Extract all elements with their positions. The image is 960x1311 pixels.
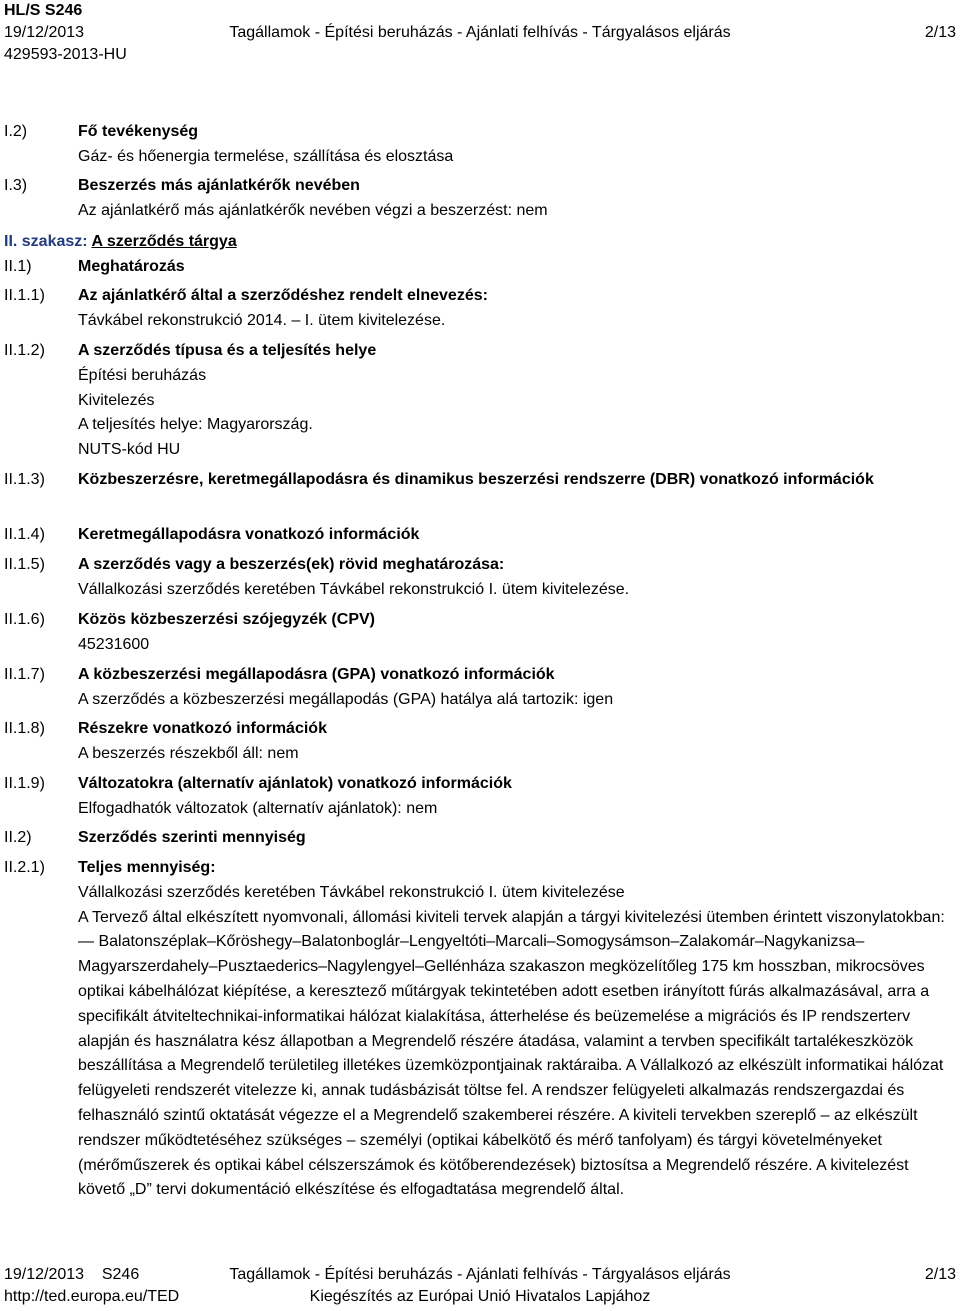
item-content (78, 120, 954, 170)
item-text: A beszerzés részekből áll: nem (78, 744, 299, 762)
item-content (78, 339, 954, 463)
item-text: Vállalkozási szerződés keretében Távkábel rekonstrukció I. ütem kivitelezése. (78, 580, 630, 598)
item-heading: Részekre vonatkozó információk (78, 720, 327, 737)
item-content (78, 717, 954, 767)
item-content (78, 663, 954, 713)
item-content (78, 284, 954, 334)
item-heading: A közbeszerzési megállapodásra (GPA) vonatkozó információk (78, 666, 555, 683)
item-content (78, 608, 954, 658)
item-text: — Balatonszéplak–Kőröshegy–Balatonboglár–Lengyeltóti–Marcali–Somogysámson–Zalakomár–Nagykanizsa–Magyarszerdahely–Pusztaederics–Nagylengyel–Gellénháza szakaszon megközelítőleg 175 km hosszban, mikrocsöves optikai kábelhálózat kiépítése, a keresztező műtárgyak tekintetében adott esetben irányított fúrás alkalmazásával, arra a specifikált átviteltechnikai-informatikai hálózat kialakítása, átterhelése és beüzemelése a migrációs és IP rendszerterv alapján és használatra kész állapotban a Megrendelő részére átadása, valamint a tervben specifikált tartalékeszközök beszállítása a Megrendelő területileg illetékes üzemközpontjainak raktáraiba. A Vállalkozó az elkészült informatikai hálózat felügyeleti rendszerét vitelezze ki, annak tudásbázisát töltse fel. A rendszer felügyeleti alkalmazás rendszergazdai és felhasználó szintű oktatását végezze el a Megrendelő szakemberei részére. A kiviteli tervekben szereplő – az elkészült rendszer működtetéséhez szükséges – személyi (optikai kábelkötő és mérő tanfolyam) és tárgyi követelményeket (mérőműszerek és optikai kábel célszerszámok és kötőberendezések) biztosítsa a Megrendelő részére. A kivitelezést követő „D” tervi dokumentáció elkészítése és elfogadtatása megrendelő által. (78, 933, 944, 1199)
item-heading: A szerződés típusa és a teljesítés helye (78, 342, 377, 359)
item-content (78, 772, 954, 822)
section-header (4, 230, 237, 254)
item-content (78, 174, 954, 224)
item-heading: Változatokra (alternatív ajánlatok) vonatkozó információk (78, 775, 512, 792)
item-heading: Teljes mennyiség: (78, 859, 216, 876)
item-heading: Beszerzés más ajánlatkérők nevében (78, 177, 360, 194)
item-number: II.1.1) (4, 287, 45, 304)
section-title: A szerződés tárgya (91, 233, 237, 250)
item-heading: Közbeszerzésre, keretmegállapodásra és dinamikus beszerzési rendszerre (DBR) vonatkozó információk (78, 471, 874, 488)
item-content (78, 553, 954, 603)
item-text: A Tervező által elkészített nyomvonali, állomási kiviteli tervek alapján a tárgyi kivitelezési ütemben érintett viszonylatokban: (78, 908, 945, 926)
item-text: Elfogadhatók változatok (alternatív ajánlatok): nem (78, 799, 438, 817)
item-content (78, 826, 954, 851)
item-text: Gáz- és hőenergia termelése, szállítása és elosztása (78, 147, 454, 165)
item-content (78, 255, 954, 280)
item-number: II.2) (4, 829, 32, 846)
item-number: I.3) (4, 177, 28, 194)
item-text: Távkábel rekonstrukció 2014. – I. ütem kivitelezése. (78, 311, 446, 329)
item-content (78, 856, 954, 1203)
item-number: II.1.5) (4, 556, 45, 573)
item-heading: Meghatározás (78, 258, 185, 275)
item-content (78, 468, 954, 493)
footer-page: 2/13 (924, 1266, 956, 1283)
item-heading: Szerződés szerinti mennyiség (78, 829, 306, 846)
footer-title: Tagállamok - Építési beruházás - Ajánlati felhívás - Tárgyalásos eljárás (229, 1266, 731, 1283)
item-heading: Az ajánlatkérő által a szerződéshez rendelt elnevezés: (78, 287, 488, 304)
item-number: II.2.1) (4, 859, 45, 876)
header-page: 2/13 (924, 24, 956, 41)
item-text: NUTS-kód HU (78, 441, 181, 459)
item-number: II.1) (4, 258, 32, 275)
item-number: I.2) (4, 123, 28, 140)
header-notice-id: 429593-2013-HU (4, 46, 127, 63)
item-number: II.1.2) (4, 342, 45, 359)
item-text: Az ajánlatkérő más ajánlatkérők nevében végzi a beszerzést: nem (78, 201, 548, 219)
section-number: II. szakasz: (4, 233, 88, 250)
item-number: II.1.9) (4, 775, 45, 792)
item-number: II.1.8) (4, 720, 45, 737)
item-heading: Keretmegállapodásra vonatkozó információk (78, 526, 420, 543)
item-number: II.1.7) (4, 666, 45, 683)
footer-url[interactable]: http://ted.europa.eu/TED (4, 1288, 180, 1305)
header-title: Tagállamok - Építési beruházás - Ajánlati felhívás - Tárgyalásos eljárás (229, 24, 731, 41)
item-heading: A szerződés vagy a beszerzés(ek) rövid meghatározása: (78, 556, 505, 573)
item-text: Vállalkozási szerződés keretében Távkábel rekonstrukció I. ütem kivitelezése (78, 883, 625, 901)
header-code: HL/S S246 (4, 2, 83, 19)
item-heading: Fő tevékenység (78, 123, 199, 140)
item-number: II.1.3) (4, 471, 45, 488)
item-heading: Közös közbeszerzési szójegyzék (CPV) (78, 611, 375, 628)
page-header (4, 0, 956, 66)
item-text: A szerződés a közbeszerzési megállapodás (GPA) hatálya alá tartozik: igen (78, 690, 614, 708)
header-date: 19/12/2013 (4, 24, 85, 41)
item-text: 45231600 (78, 635, 150, 653)
item-text: Építési beruházás (78, 366, 207, 384)
item-number: II.1.4) (4, 526, 45, 543)
footer-supplement: Kiegészítés az Európai Unió Hivatalos Lapjához (309, 1288, 651, 1305)
item-content (78, 523, 954, 548)
item-text: Kivitelezés (78, 391, 155, 409)
page-footer (4, 1264, 956, 1308)
footer-date-code: 19/12/2013 S246 (4, 1266, 140, 1283)
item-text: A teljesítés helye: Magyarország. (78, 416, 313, 434)
item-number: II.1.6) (4, 611, 45, 628)
